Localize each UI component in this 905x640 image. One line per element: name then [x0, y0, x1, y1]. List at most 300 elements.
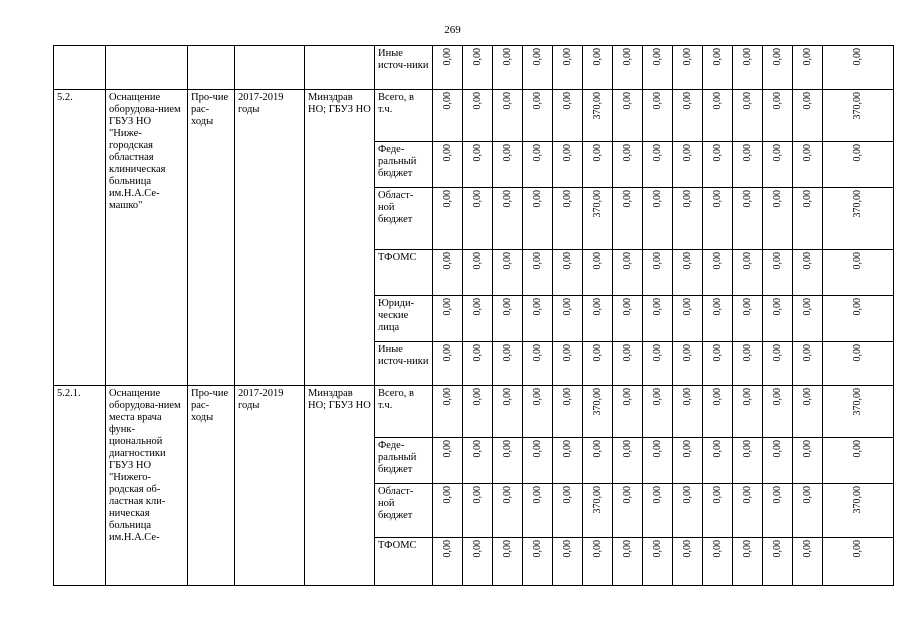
value-cell — [583, 538, 613, 586]
value-cell — [463, 90, 493, 142]
item-executor: Минздрав НО; ГБУЗ НО — [305, 90, 375, 386]
value-text: 0,00 — [621, 92, 633, 110]
value-text: 0,00 — [501, 144, 513, 162]
value-cell — [493, 250, 523, 296]
value-cell — [553, 386, 583, 438]
value-cell — [703, 386, 733, 438]
table-row — [54, 90, 894, 142]
value-cell — [613, 142, 643, 188]
value-cell — [703, 538, 733, 586]
value-cell — [643, 386, 673, 438]
value-text: 0,00 — [852, 344, 863, 362]
value-text: 0,00 — [621, 440, 633, 458]
value-cell — [823, 46, 894, 90]
value-text: 0,00 — [711, 440, 723, 458]
value-text: 0,00 — [501, 388, 513, 406]
funding-source: ТФОМС — [375, 538, 433, 586]
value-text: 0,00 — [441, 92, 453, 110]
value-cell — [463, 538, 493, 586]
value-cell — [643, 438, 673, 484]
value-cell — [523, 386, 553, 438]
value-cell — [733, 538, 763, 586]
value-text: 0,00 — [681, 298, 693, 316]
value-text: 0,00 — [771, 440, 783, 458]
value-text: 0,00 — [651, 440, 663, 458]
value-text: 0,00 — [651, 298, 663, 316]
value-cell — [733, 484, 763, 538]
value-cell — [733, 386, 763, 438]
value-cell — [673, 90, 703, 142]
value-text: 0,00 — [531, 252, 543, 270]
item-number: 5.2. — [54, 90, 106, 386]
value-text: 0,00 — [441, 440, 453, 458]
value-cell — [793, 250, 823, 296]
value-text: 0,00 — [471, 486, 483, 504]
value-text: 0,00 — [621, 344, 633, 362]
funding-source: Всего, в т.ч. — [375, 386, 433, 438]
value-text: 0,00 — [561, 344, 573, 362]
funding-source: Област-ной бюджет — [375, 484, 433, 538]
value-text: 0,00 — [711, 344, 723, 362]
value-cell — [673, 188, 703, 250]
value-cell — [613, 46, 643, 90]
value-text: 0,00 — [621, 486, 633, 504]
value-text: 0,00 — [741, 540, 753, 558]
value-cell — [793, 342, 823, 386]
value-cell — [793, 386, 823, 438]
value-cell — [763, 46, 793, 90]
value-text: 0,00 — [771, 298, 783, 316]
value-text: 0,00 — [531, 190, 543, 208]
value-text: 0,00 — [651, 252, 663, 270]
value-text: 0,00 — [771, 190, 783, 208]
value-text: 0,00 — [591, 298, 603, 316]
value-cell — [523, 484, 553, 538]
value-cell — [463, 188, 493, 250]
value-cell — [433, 296, 463, 342]
value-cell — [583, 46, 613, 90]
value-cell — [703, 250, 733, 296]
value-text: 0,00 — [801, 298, 813, 316]
value-cell — [523, 46, 553, 90]
value-text: 0,00 — [741, 92, 753, 110]
value-text: 0,00 — [561, 144, 573, 162]
value-text: 0,00 — [591, 252, 603, 270]
value-cell — [583, 438, 613, 484]
value-cell — [493, 46, 523, 90]
value-cell — [703, 142, 733, 188]
value-cell — [763, 342, 793, 386]
value-cell — [433, 342, 463, 386]
value-cell — [703, 342, 733, 386]
value-cell — [463, 386, 493, 438]
value-cell — [733, 250, 763, 296]
empty-name-cell — [106, 46, 188, 90]
value-cell — [553, 46, 583, 90]
value-cell — [763, 386, 793, 438]
value-text: 0,00 — [771, 92, 783, 110]
value-text: 0,00 — [651, 540, 663, 558]
value-cell — [823, 296, 894, 342]
value-text: 0,00 — [681, 144, 693, 162]
value-cell — [703, 296, 733, 342]
value-text: 0,00 — [801, 344, 813, 362]
value-cell — [613, 188, 643, 250]
value-cell — [673, 386, 703, 438]
value-text: 0,00 — [621, 252, 633, 270]
value-text: 0,00 — [711, 252, 723, 270]
value-text: 0,00 — [441, 48, 453, 66]
value-text: 0,00 — [741, 298, 753, 316]
value-text: 370,00 — [591, 92, 603, 120]
value-cell — [763, 538, 793, 586]
value-text: 0,00 — [501, 48, 513, 66]
value-text: 0,00 — [852, 144, 863, 162]
value-text: 0,00 — [852, 440, 863, 458]
value-text: 0,00 — [771, 486, 783, 504]
value-cell — [823, 342, 894, 386]
item-period: 2017-2019 годы — [235, 386, 305, 586]
value-text: 0,00 — [471, 92, 483, 110]
value-cell — [553, 296, 583, 342]
value-text: 0,00 — [591, 540, 603, 558]
value-text: 0,00 — [621, 298, 633, 316]
value-cell — [643, 46, 673, 90]
value-cell — [433, 142, 463, 188]
value-text: 0,00 — [651, 190, 663, 208]
value-cell — [493, 342, 523, 386]
value-cell — [553, 538, 583, 586]
value-text: 0,00 — [441, 540, 453, 558]
value-text: 0,00 — [771, 344, 783, 362]
value-cell — [433, 250, 463, 296]
value-cell — [463, 142, 493, 188]
value-text: 0,00 — [681, 344, 693, 362]
value-cell — [703, 46, 733, 90]
value-text: 0,00 — [441, 344, 453, 362]
value-text: 370,00 — [591, 486, 603, 514]
value-text: 0,00 — [531, 144, 543, 162]
value-cell — [763, 484, 793, 538]
value-cell — [763, 438, 793, 484]
value-text: 0,00 — [501, 344, 513, 362]
value-cell — [463, 438, 493, 484]
value-cell — [433, 188, 463, 250]
value-text: 0,00 — [711, 190, 723, 208]
value-cell — [613, 438, 643, 484]
value-cell — [823, 90, 894, 142]
value-cell — [673, 342, 703, 386]
value-cell — [493, 438, 523, 484]
funding-source: Феде-ральный бюджет — [375, 438, 433, 484]
value-cell — [673, 142, 703, 188]
value-text: 0,00 — [621, 48, 633, 66]
value-cell — [613, 296, 643, 342]
value-cell — [673, 438, 703, 484]
table-body — [54, 46, 894, 586]
value-text: 0,00 — [621, 144, 633, 162]
value-cell — [583, 296, 613, 342]
value-cell — [823, 484, 894, 538]
value-text: 0,00 — [471, 388, 483, 406]
funding-source: Юриди-ческие лица — [375, 296, 433, 342]
value-cell — [553, 142, 583, 188]
value-cell — [643, 296, 673, 342]
empty-category-cell — [188, 46, 235, 90]
value-cell — [553, 484, 583, 538]
value-cell — [463, 250, 493, 296]
value-cell — [643, 188, 673, 250]
table-row — [54, 46, 894, 90]
value-text: 0,00 — [711, 92, 723, 110]
value-text: 0,00 — [441, 388, 453, 406]
value-cell — [523, 250, 553, 296]
value-cell — [673, 484, 703, 538]
value-cell — [583, 250, 613, 296]
value-cell — [523, 296, 553, 342]
funding-source: Иные источ-ники — [375, 342, 433, 386]
value-cell — [553, 342, 583, 386]
value-cell — [583, 342, 613, 386]
value-text: 0,00 — [561, 540, 573, 558]
value-cell — [583, 188, 613, 250]
value-text: 0,00 — [801, 144, 813, 162]
value-cell — [703, 90, 733, 142]
value-text: 0,00 — [441, 144, 453, 162]
value-text: 0,00 — [681, 388, 693, 406]
item-category: Про-чие рас-ходы — [188, 386, 235, 586]
value-cell — [703, 438, 733, 484]
value-text: 0,00 — [852, 252, 863, 270]
value-cell — [793, 142, 823, 188]
value-cell — [523, 188, 553, 250]
value-cell — [823, 188, 894, 250]
value-cell — [613, 386, 643, 438]
value-cell — [733, 296, 763, 342]
value-cell — [433, 438, 463, 484]
value-text: 0,00 — [741, 252, 753, 270]
value-text: 0,00 — [561, 190, 573, 208]
value-cell — [793, 188, 823, 250]
value-text: 0,00 — [531, 48, 543, 66]
value-cell — [733, 90, 763, 142]
value-text: 0,00 — [801, 92, 813, 110]
value-text: 0,00 — [741, 48, 753, 66]
value-cell — [793, 90, 823, 142]
value-cell — [823, 386, 894, 438]
value-text: 0,00 — [651, 344, 663, 362]
value-cell — [763, 250, 793, 296]
value-text: 0,00 — [771, 144, 783, 162]
item-period: 2017-2019 годы — [235, 90, 305, 386]
value-cell — [643, 250, 673, 296]
value-text: 370,00 — [852, 388, 863, 416]
value-text: 0,00 — [591, 48, 603, 66]
value-cell — [493, 90, 523, 142]
value-cell — [733, 188, 763, 250]
value-text: 0,00 — [531, 486, 543, 504]
value-cell — [763, 90, 793, 142]
value-cell — [793, 46, 823, 90]
value-cell — [793, 484, 823, 538]
value-text: 0,00 — [741, 388, 753, 406]
value-text: 0,00 — [681, 440, 693, 458]
value-cell — [523, 142, 553, 188]
value-text: 0,00 — [681, 48, 693, 66]
value-text: 0,00 — [471, 144, 483, 162]
value-text: 0,00 — [711, 540, 723, 558]
page-number: 269 — [444, 24, 461, 36]
value-cell — [583, 142, 613, 188]
value-text: 0,00 — [681, 540, 693, 558]
value-text: 0,00 — [561, 92, 573, 110]
value-text: 0,00 — [771, 388, 783, 406]
value-text: 0,00 — [471, 252, 483, 270]
value-text: 0,00 — [591, 440, 603, 458]
value-text: 0,00 — [771, 540, 783, 558]
item-name: Оснащение оборудова-нием ГБУЗ НО "Ниже-городская областная клиническая больница им.Н.А.Се-машко" — [106, 90, 188, 386]
value-cell — [433, 46, 463, 90]
value-text: 0,00 — [621, 190, 633, 208]
value-text: 0,00 — [561, 252, 573, 270]
value-text: 0,00 — [471, 540, 483, 558]
value-text: 0,00 — [471, 344, 483, 362]
value-text: 0,00 — [441, 298, 453, 316]
value-cell — [613, 342, 643, 386]
value-text: 0,00 — [561, 298, 573, 316]
value-cell — [493, 142, 523, 188]
value-cell — [643, 90, 673, 142]
value-cell — [463, 46, 493, 90]
value-cell — [613, 484, 643, 538]
value-cell — [553, 90, 583, 142]
value-cell — [733, 342, 763, 386]
value-text: 370,00 — [591, 388, 603, 416]
program-funding-table — [53, 45, 894, 586]
value-text: 0,00 — [501, 540, 513, 558]
value-cell — [553, 188, 583, 250]
value-text: 0,00 — [471, 48, 483, 66]
value-cell — [823, 250, 894, 296]
value-text: 0,00 — [801, 48, 813, 66]
value-cell — [823, 538, 894, 586]
value-text: 0,00 — [801, 388, 813, 406]
value-cell — [763, 188, 793, 250]
value-text: 0,00 — [441, 486, 453, 504]
value-cell — [463, 484, 493, 538]
empty-period-cell — [235, 46, 305, 90]
item-executor: Минздрав НО; ГБУЗ НО — [305, 386, 375, 586]
value-text: 0,00 — [471, 440, 483, 458]
value-cell — [523, 438, 553, 484]
empty-executor-cell — [305, 46, 375, 90]
value-text: 0,00 — [501, 252, 513, 270]
value-text: 0,00 — [711, 388, 723, 406]
funding-source: Област-ной бюджет — [375, 188, 433, 250]
value-text: 0,00 — [531, 344, 543, 362]
funding-source: Иные источ-ники — [375, 46, 433, 90]
value-text: 0,00 — [681, 190, 693, 208]
value-cell — [493, 386, 523, 438]
value-text: 0,00 — [711, 144, 723, 162]
value-cell — [673, 250, 703, 296]
value-text: 0,00 — [741, 344, 753, 362]
value-cell — [433, 484, 463, 538]
value-text: 0,00 — [501, 486, 513, 504]
value-text: 0,00 — [651, 48, 663, 66]
value-cell — [643, 142, 673, 188]
value-cell — [433, 90, 463, 142]
value-cell — [553, 438, 583, 484]
value-text: 0,00 — [561, 440, 573, 458]
value-text: 0,00 — [471, 298, 483, 316]
value-cell — [673, 538, 703, 586]
value-text: 0,00 — [531, 440, 543, 458]
value-cell — [733, 438, 763, 484]
value-cell — [493, 484, 523, 538]
value-text: 0,00 — [711, 486, 723, 504]
value-text: 0,00 — [471, 190, 483, 208]
value-text: 0,00 — [441, 190, 453, 208]
value-text: 0,00 — [561, 48, 573, 66]
value-cell — [673, 46, 703, 90]
value-text: 0,00 — [801, 252, 813, 270]
value-text: 0,00 — [531, 298, 543, 316]
value-cell — [793, 296, 823, 342]
value-text: 0,00 — [531, 388, 543, 406]
value-cell — [583, 90, 613, 142]
value-text: 0,00 — [501, 298, 513, 316]
value-text: 0,00 — [771, 48, 783, 66]
value-cell — [613, 90, 643, 142]
empty-number-cell — [54, 46, 106, 90]
value-text: 0,00 — [621, 540, 633, 558]
value-text: 370,00 — [852, 190, 863, 218]
value-text: 0,00 — [801, 190, 813, 208]
value-cell — [493, 538, 523, 586]
value-text: 0,00 — [441, 252, 453, 270]
value-cell — [613, 250, 643, 296]
item-number: 5.2.1. — [54, 386, 106, 586]
value-text: 0,00 — [651, 486, 663, 504]
value-cell — [583, 484, 613, 538]
value-text: 0,00 — [711, 298, 723, 316]
value-cell — [793, 438, 823, 484]
value-cell — [463, 296, 493, 342]
value-text: 0,00 — [681, 486, 693, 504]
value-text: 0,00 — [681, 252, 693, 270]
value-text: 0,00 — [741, 190, 753, 208]
value-text: 0,00 — [801, 540, 813, 558]
funding-source: Всего, в т.ч. — [375, 90, 433, 142]
value-cell — [493, 188, 523, 250]
value-cell — [823, 438, 894, 484]
value-text: 370,00 — [852, 92, 863, 120]
value-text: 0,00 — [651, 92, 663, 110]
value-text: 0,00 — [801, 440, 813, 458]
funding-source: Феде-ральный бюджет — [375, 142, 433, 188]
value-cell — [703, 484, 733, 538]
value-cell — [523, 90, 553, 142]
value-cell — [583, 386, 613, 438]
item-category: Про-чие рас-ходы — [188, 90, 235, 386]
value-text: 0,00 — [771, 252, 783, 270]
value-text: 0,00 — [741, 144, 753, 162]
value-text: 0,00 — [591, 344, 603, 362]
value-cell — [643, 342, 673, 386]
value-text: 0,00 — [501, 440, 513, 458]
value-cell — [703, 188, 733, 250]
